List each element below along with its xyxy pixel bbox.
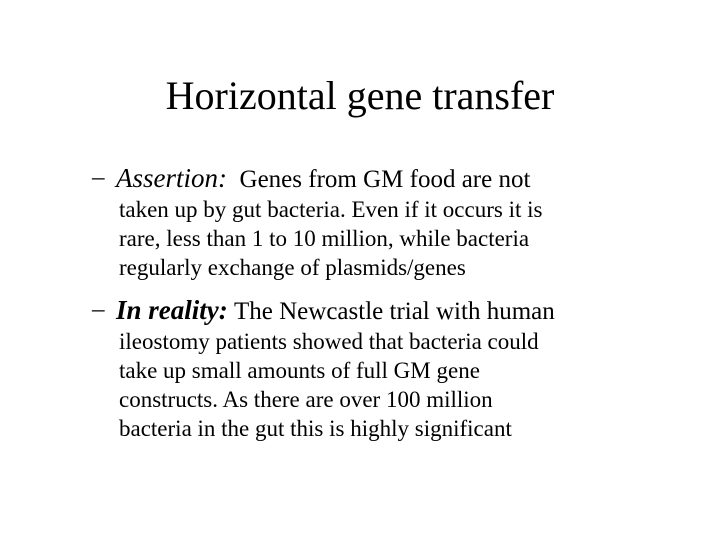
bullet-keyword-colon: : [218,163,228,193]
bullet-line: take up small amounts of full GM gene [119,358,480,383]
bullet-lead-text: The Newcastle trial with human [234,298,555,325]
bullet-keyword: Assertion [116,163,219,193]
bullet-dash: – [92,164,105,191]
bullet-keyword: In reality [116,295,219,325]
bullet-line: regularly exchange of plasmids/genes [119,255,466,280]
bullet-keyword-colon: : [218,295,228,325]
bullet-first-line [116,295,555,327]
bullet-line: ileostomy patients showed that bacteria could [119,329,539,354]
slide-title: Horizontal gene transfer [165,73,555,118]
bullet-lead-text: Genes from GM food are not [239,166,531,193]
bullet-line: bacteria in the gut this is highly significant [119,416,512,441]
bullet-first-line [116,163,530,195]
bullet-line: rare, less than 1 to 10 million, while bacteria [119,226,530,251]
bullet-dash: – [92,296,105,323]
bullet-line: taken up by gut bacteria. Even if it occurs it is [119,197,543,222]
bullet-line: constructs. As there are over 100 million [119,387,493,412]
